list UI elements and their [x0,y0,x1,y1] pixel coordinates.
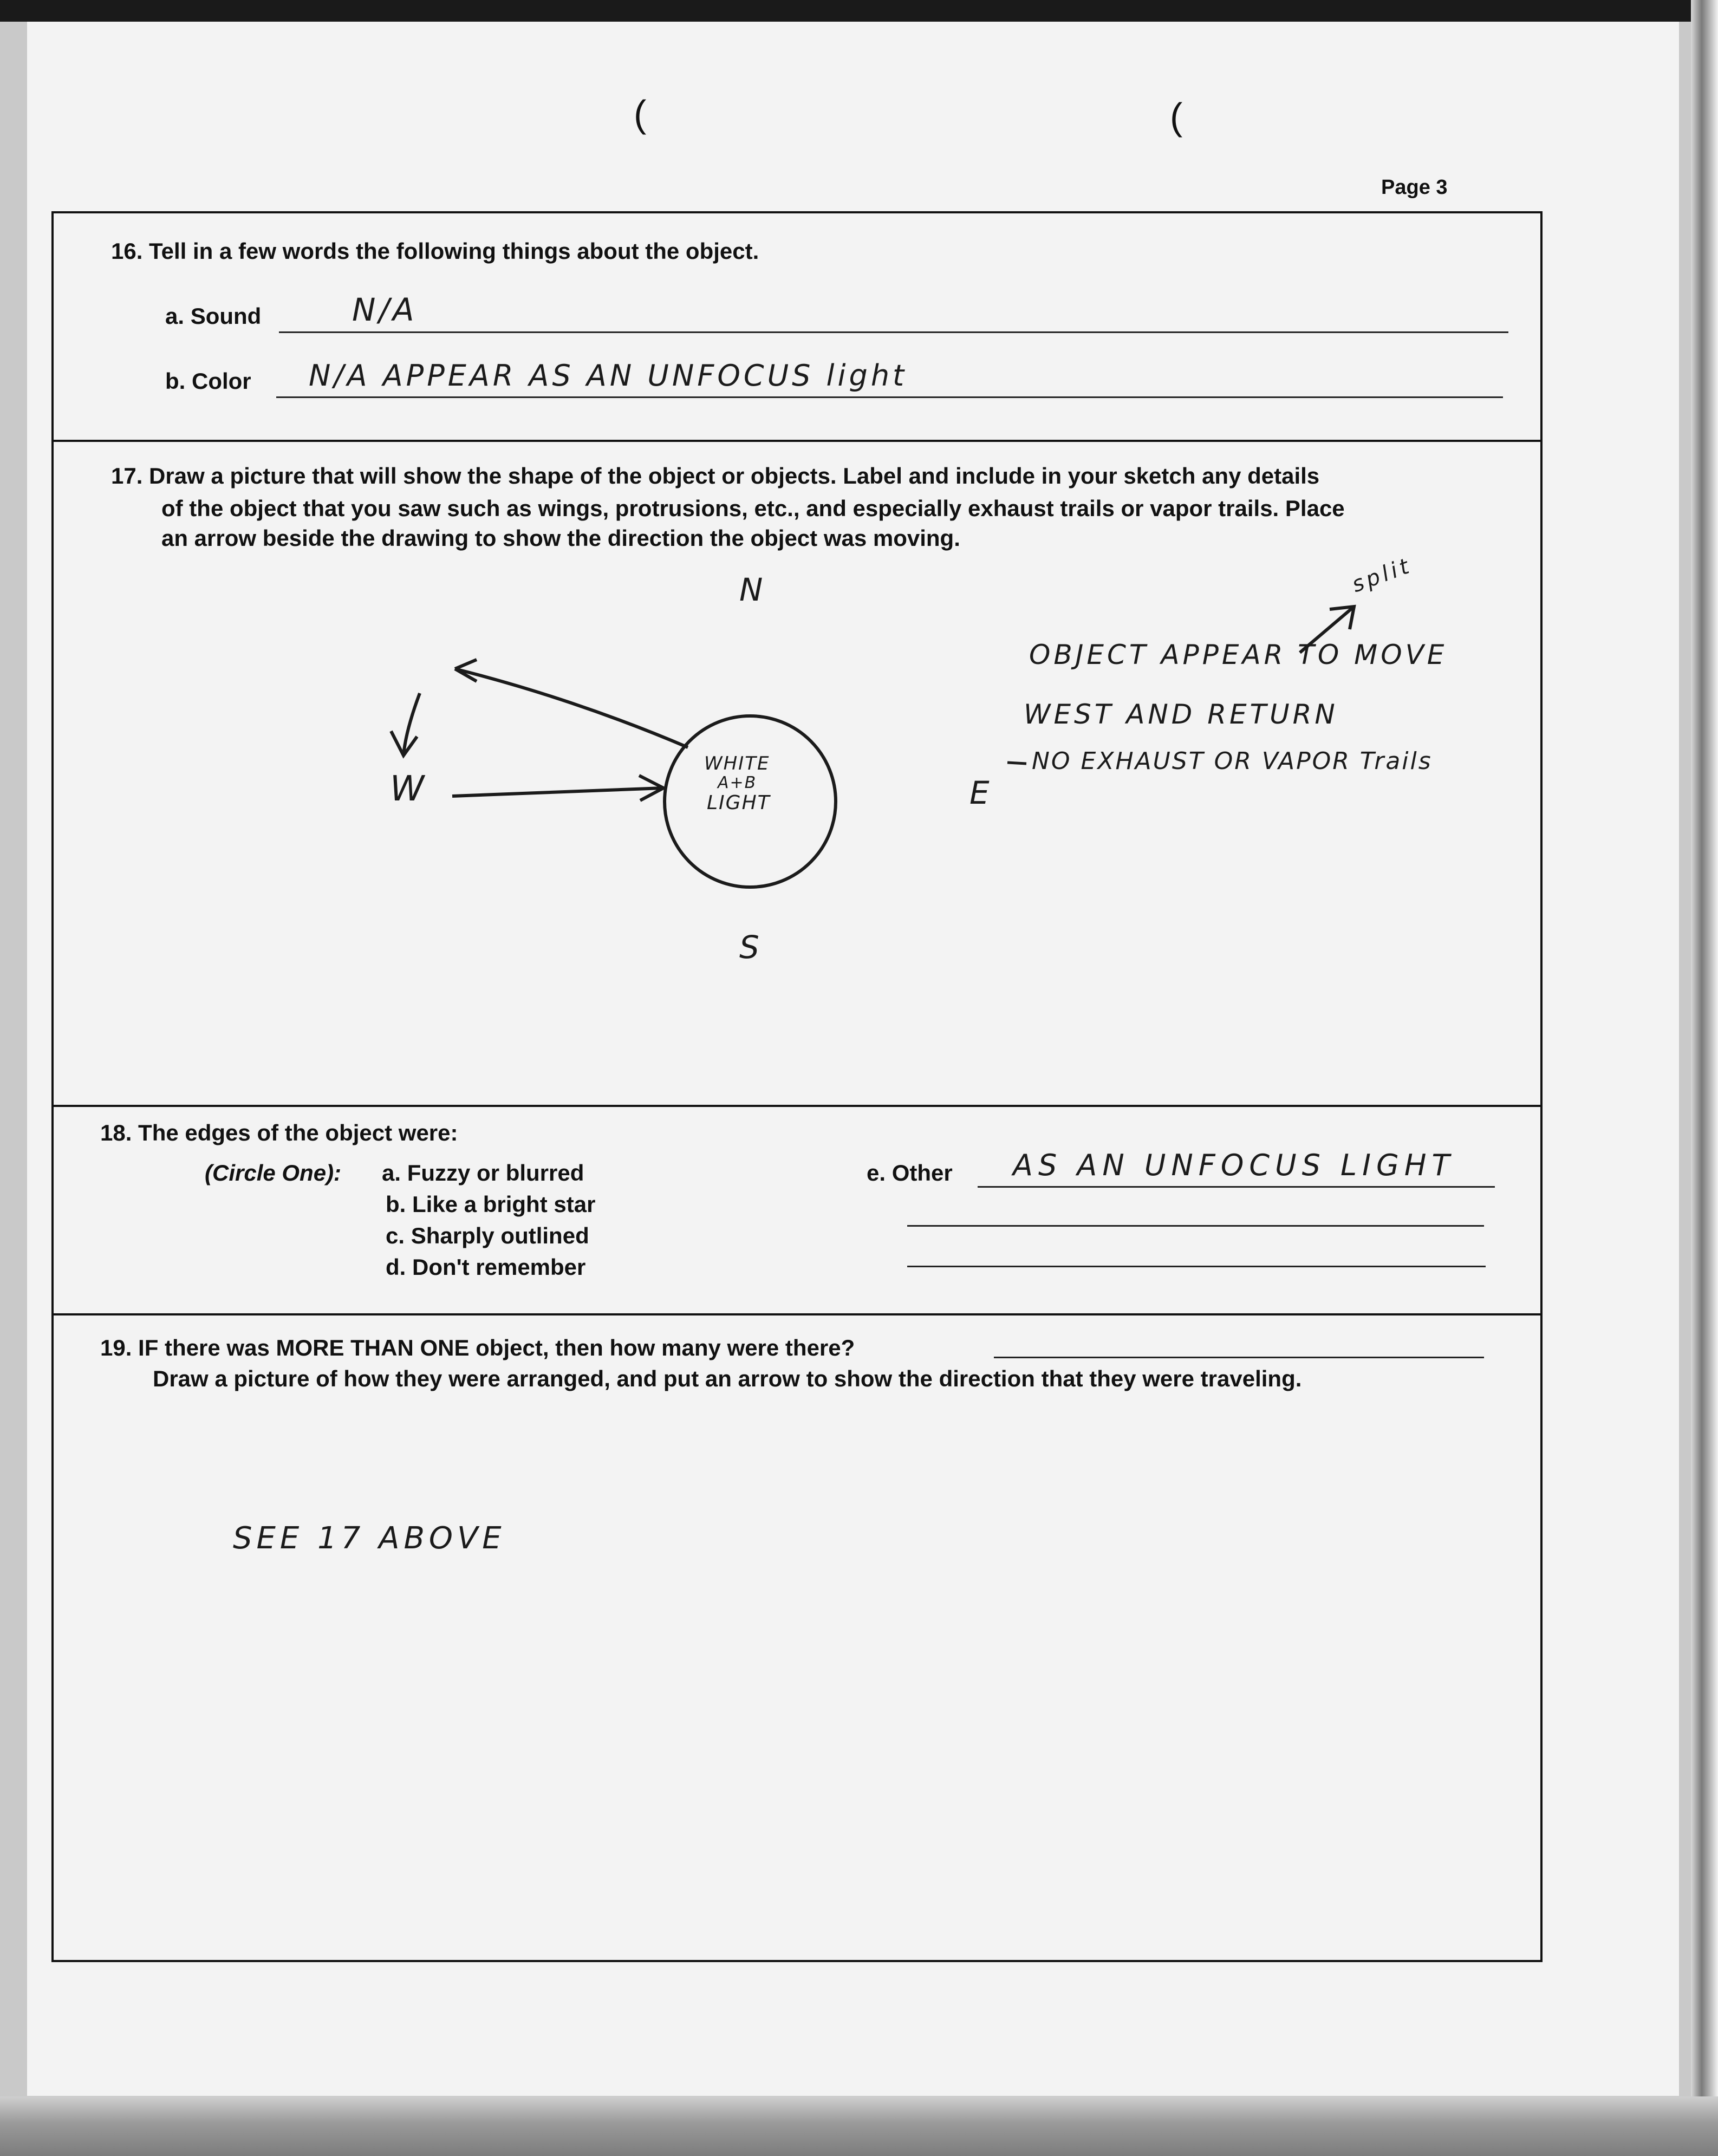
q18-option-b: b. Like a bright star [386,1191,596,1217]
q18-blank-line-2 [907,1266,1486,1267]
q19-title-line1: 19. IF there was MORE THAN ONE object, then how many were there? [100,1335,855,1360]
q17-title-line2: of the object that you saw such as wings, protrusions, etc., and especially exhaust trails or vapor trails. Place [161,496,1345,521]
q19-title-line2: Draw a picture of how they were arranged, and put an arrow to show the direction that they were traveling. [153,1366,1302,1391]
compass-east: E [969,774,993,811]
q18-circle-one: (Circle One): [205,1160,342,1186]
object-label-line2: A+B [718,773,757,792]
q18-option-d: d. Don't remember [386,1254,586,1280]
compass-south: S [739,929,763,966]
object-label-line1: WHITE [704,753,770,774]
q18-other-label: e. Other [867,1160,953,1186]
scan-right-edge [1691,0,1718,2156]
q17-title-line3: an arrow beside the drawing to show the direction the object was moving. [161,525,960,551]
page-number: Page 3 [1381,176,1448,199]
q18-other-answer: AS AN UNFOCUS LIGHT [1013,1148,1455,1182]
q16-color-label: b. Color [165,368,251,394]
stray-paren-mark: ( [1170,95,1183,138]
q18-other-answer-line [978,1186,1495,1188]
q18-title: 18. The edges of the object were: [100,1120,458,1145]
scan-bottom-edge [0,2096,1718,2156]
q16-sound-answer: N/A [352,291,418,328]
q16-sound-label: a. Sound [165,303,262,329]
note-line1: OBJECT APPEAR TO MOVE [1029,639,1448,670]
note-line3: NO EXHAUST OR VAPOR Trails [1032,747,1433,775]
q19-answer: SEE 17 ABOVE [233,1521,506,1556]
q18-option-c: c. Sharply outlined [386,1223,589,1248]
compass-west: W [390,769,428,809]
return-arrow-line [452,788,663,796]
q16-title: 16. Tell in a few words the following things about the object. [111,238,759,264]
q18-option-a: a. Fuzzy or blurred [382,1160,584,1186]
object-label-line3: LIGHT [707,792,771,814]
path-west-line [455,669,688,747]
stray-paren-mark: ( [634,93,647,135]
q17-title-line1: 17. Draw a picture that will show the shape of the object or objects. Label and include in your sketch any details [111,463,1320,488]
note-dash [1007,763,1026,764]
note-split: split [1349,552,1415,598]
q19-count-answer-line [994,1357,1484,1358]
q16-color-answer: N/A APPEAR AS AN UNFOCUS light [309,359,908,393]
compass-north: N [739,571,766,608]
q18-blank-line-1 [907,1225,1484,1227]
note-line2: WEST AND RETURN [1024,699,1338,730]
